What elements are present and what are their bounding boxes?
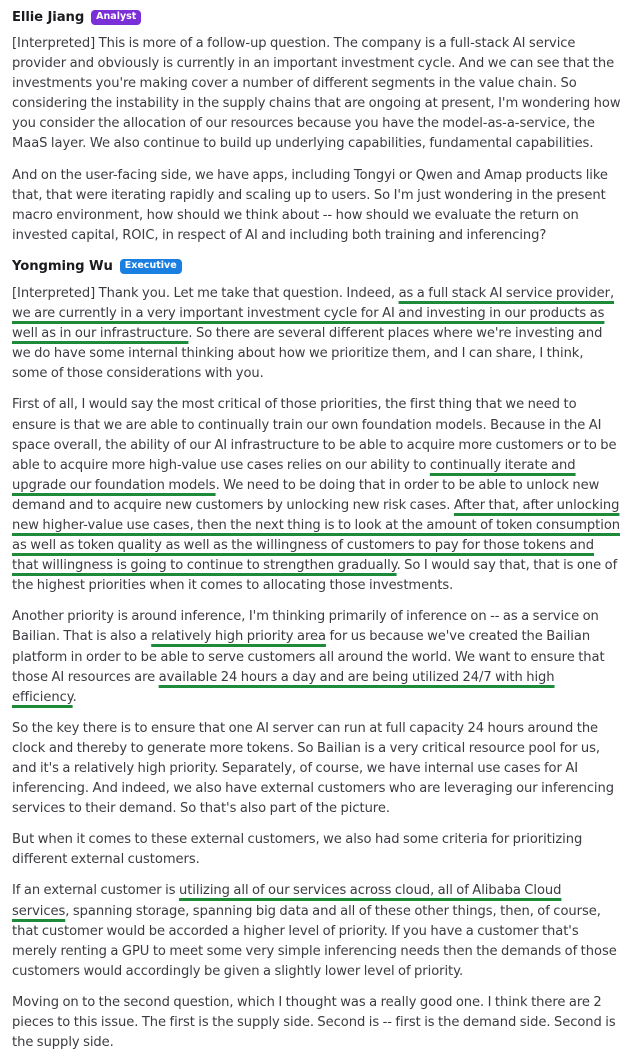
paragraph-text: And on the user-facing side, we have apps, including Tongyi or Qwen and Amap products like that, that were iterating rapidly and scaling up to users. So I'm just wondering in the present macro environment, how should we think about -- how should we evaluate the return on invested capital, ROIC, in respect of AI and including both training and inferencing?: [12, 167, 608, 243]
speaker-paragraphs: [12, 284, 622, 1053]
transcript-paragraph: [12, 607, 622, 707]
paragraph-text: [Interpreted] Thank you. Let me take that question. Indeed,: [12, 285, 399, 301]
speaker-name: Ellie Jiang: [12, 9, 85, 25]
transcript-paragraph: [12, 719, 622, 819]
paragraph-text: Another priority is around inference, I'm thinking primarily of inference on -- as a service on Bailian. That is also a: [12, 609, 599, 645]
highlighted-text: relatively high priority area: [151, 629, 326, 645]
transcript-paragraph: [12, 830, 622, 870]
speaker-paragraphs: [12, 34, 622, 246]
transcript-paragraph: [12, 881, 622, 981]
paragraph-text: for us because we've created the Bailian platform in order to be able to serve customers all around the world. We want to ensure that those AI resources are: [12, 629, 605, 685]
highlighted-text: After that, after unlocking new higher-value use cases, then the next thing is to look at the amount of token consumption as well as token quality as well as the willingness of customers to pay for those tokens and that willingness is going to continue to strengthen gradually: [12, 497, 621, 574]
highlighted-text: available 24 hours a day and are being utilized 24/7 with high efficiency: [12, 669, 555, 705]
role-badge: Executive: [120, 259, 182, 274]
highlighted-text: continually iterate and upgrade our foundation models: [12, 457, 576, 493]
paragraph-text: .: [72, 689, 77, 705]
paragraph-text: . So there are several different places where we're investing and we do have some internal thinking about how we prioritize them, and I can share, I think, some of those considerations with you.: [12, 326, 603, 382]
paragraph-text: Moving on to the second question, which I thought was a really good one. I think there are 2 pieces to this issue. The first is the supply side. Second is -- first is the demand side. Second is the supply side.: [12, 994, 616, 1051]
speaker-header: [12, 8, 622, 26]
transcript-paragraph: [12, 395, 622, 596]
speaker-block-analyst: [12, 8, 622, 246]
speaker-header: [12, 258, 622, 276]
speaker-block-executive: [12, 258, 622, 1053]
transcript-paragraph: [12, 34, 622, 155]
highlighted-text: utilizing all of our services across cloud, all of Alibaba Cloud services: [12, 883, 562, 919]
highlighted-text: as a full stack AI service provider, we are currently in a very important investment cycle for AI and investing in our products as well as in our infrastructure: [12, 285, 615, 342]
paragraph-text: First of all, I would say the most critical of those priorities, the first thing that we need to ensure is that we are able to continually train our own foundation models. Because in the AI space overall, the ability of our AI infrastructure to be able to acquire more customers or to be able to acquire more high-value use cases relies on our ability to: [12, 397, 617, 473]
paragraph-text: . We need to be doing that in order to be able to unlock new demand and to acquire new customers by unlocking new risk cases.: [12, 477, 600, 513]
paragraph-text: If an external customer is: [12, 883, 179, 899]
paragraph-text: But when it comes to these external customers, we also had some criteria for prioritizing different external customers.: [12, 832, 583, 868]
paragraph-text: , spanning storage, spanning big data and all of these other things, then, of course, that customer would be accorded a higher level of priority. If you have a customer that's merely renting a GPU to meet some very simple inferencing needs then the demands of those customers would accordingly be given a slightly lower level of priority.: [12, 903, 617, 979]
paragraph-text: So the key there is to ensure that one AI server can run at full capacity 24 hours around the clock and thereby to generate more tokens. So Bailian is a very critical resource pool for us, and it's a relatively high priority. Separately, of course, we have internal use cases for AI inferencing. And indeed, we also have external customers who are leveraging our inferencing services to their demand. So that's also part of the picture.: [12, 720, 614, 817]
transcript-paragraph: [12, 284, 622, 384]
role-badge: Analyst: [91, 10, 141, 25]
transcript-paragraph: [12, 166, 622, 246]
paragraph-text: [Interpreted] This is more of a follow-up question. The company is a full-stack AI service provider and obviously is currently in an important investment cycle. And we can see that the investments you're making cover a number of different segments in the value chain. So considering the instability in the supply chains that are ongoing at present, I'm wondering how you consider the allocation of our resources because you have the model-as-a-service, the MaaS layer. We also continue to build up underlying capabilities, fundamental capabilities.: [12, 36, 621, 152]
speaker-name: Yongming Wu: [12, 259, 113, 275]
paragraph-text: . So I would say that, that is one of the highest priorities when it comes to allocating those investments.: [12, 558, 618, 594]
